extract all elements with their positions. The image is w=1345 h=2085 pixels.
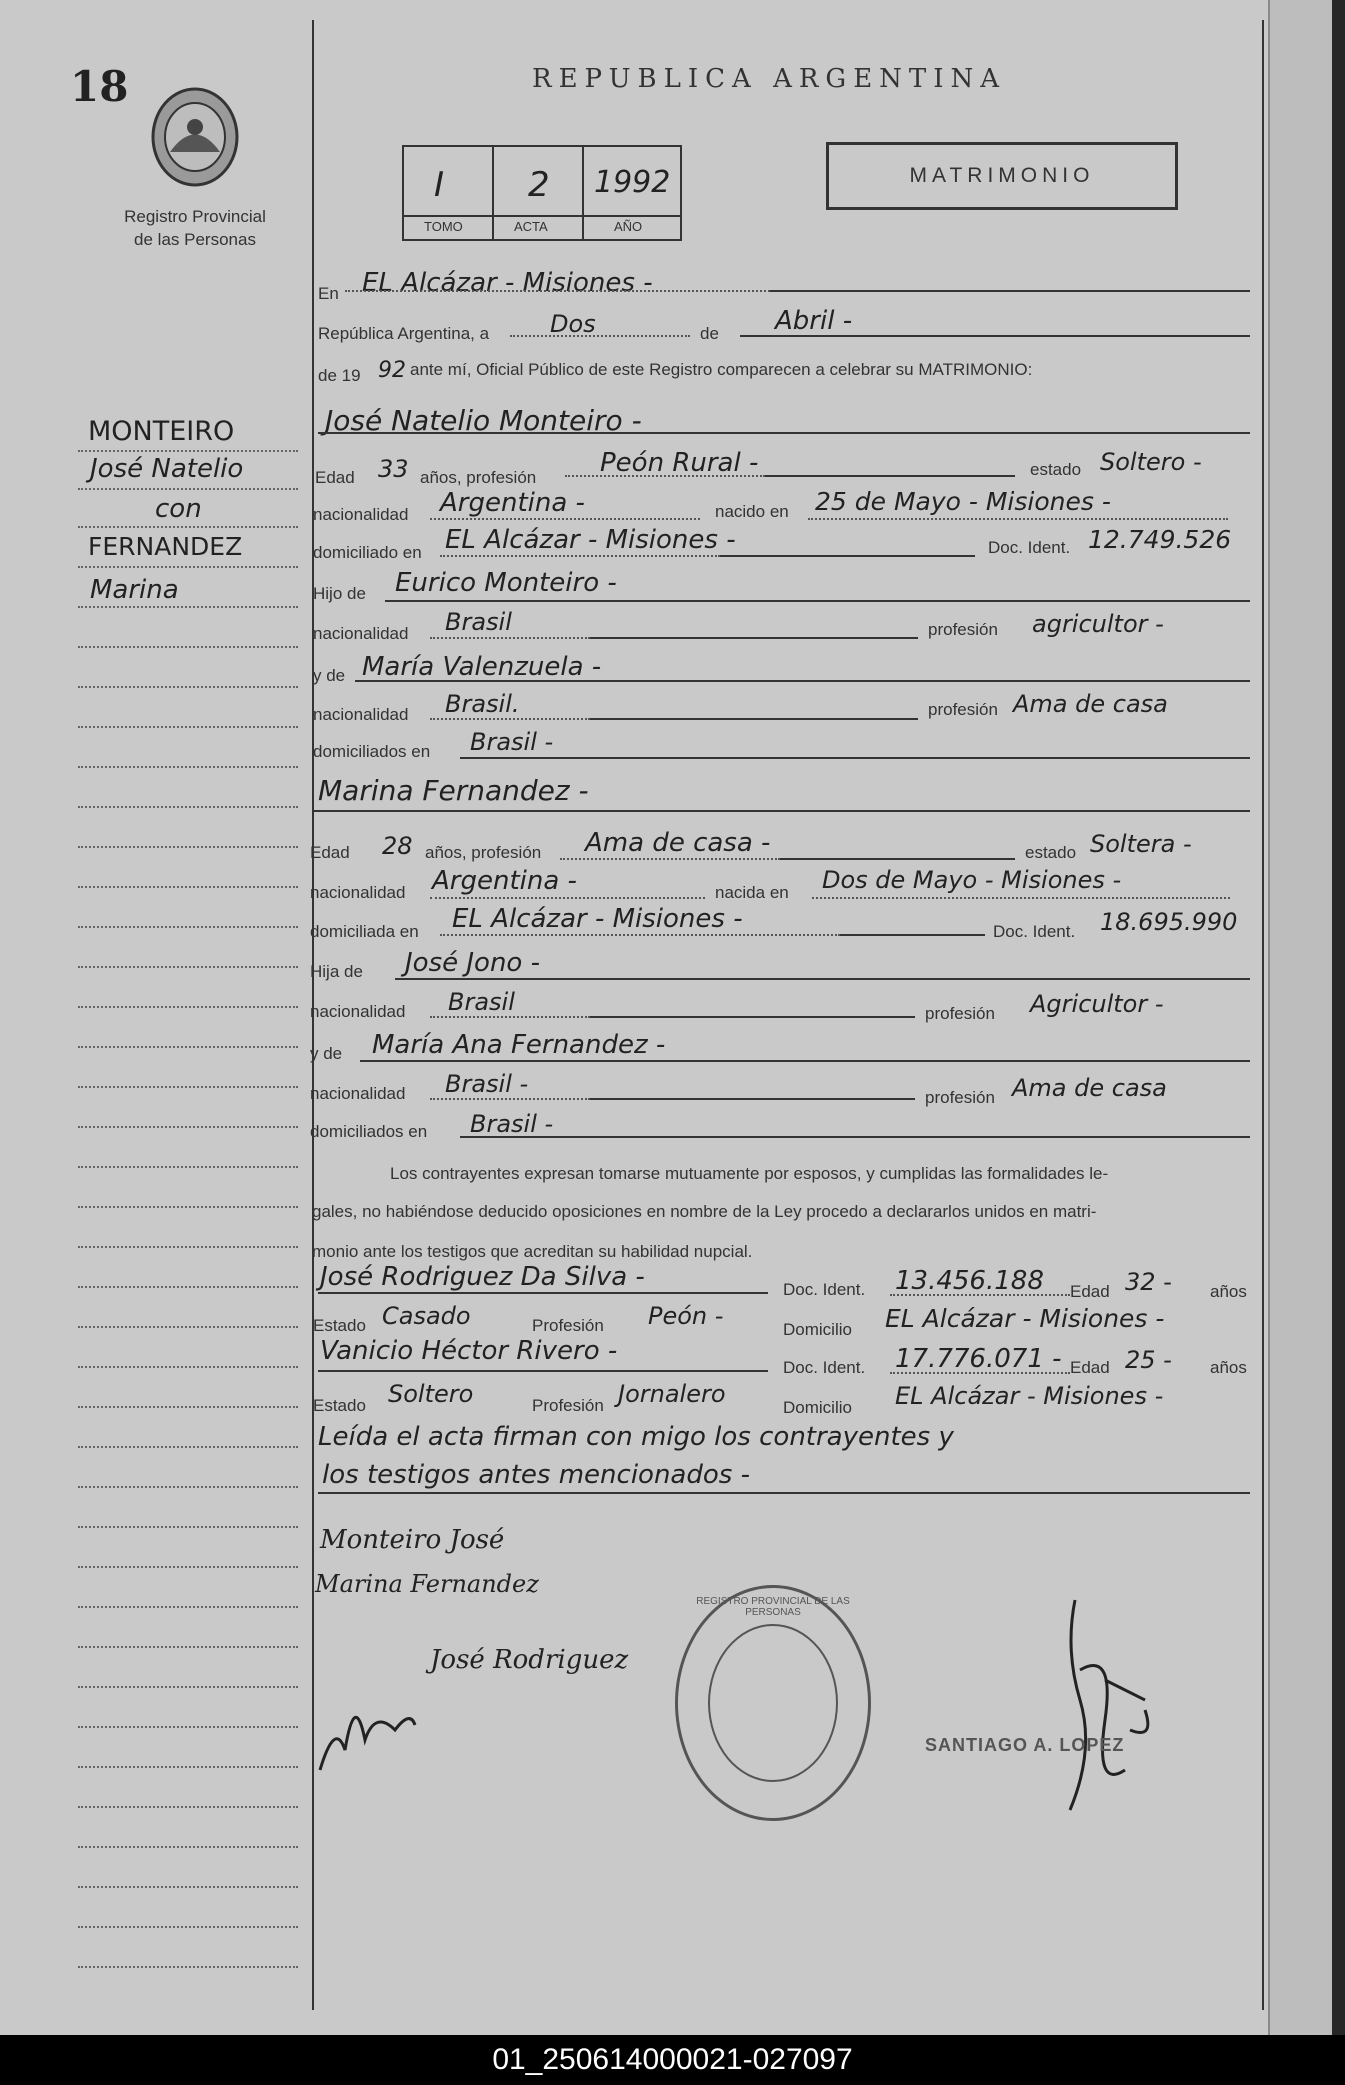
bride-mother: María Ana Fernandez -	[372, 1030, 666, 1060]
groom-edad-label: Edad	[315, 468, 355, 487]
witness1-estado: Casado	[382, 1302, 471, 1330]
closing-line-1: Leída el acta firman con migo los contrayentes y	[318, 1422, 954, 1452]
margin-note-5: Marina	[90, 575, 179, 605]
witness2-edad: 25 -	[1125, 1346, 1172, 1374]
witness2-anos-label: años	[1210, 1358, 1247, 1377]
ceremony-year: 92	[378, 358, 406, 383]
witness2-edad-label: Edad	[1070, 1358, 1110, 1377]
declaration-line-2: gales, no habiéndose deducido oposiciones en nombre de la Ley procedo a declararlos unidos en matri-	[312, 1202, 1097, 1221]
witness2-dom-label: Domicilio	[783, 1398, 852, 1417]
bride-edad: 28	[382, 832, 413, 860]
registry-stamp	[675, 1585, 871, 1821]
registry-name	[95, 205, 295, 251]
groom-dom-label: domiciliado en	[313, 543, 422, 562]
tomo-value: I	[434, 165, 445, 205]
bride-name: Marina Fernandez -	[318, 774, 589, 807]
bride-doc-label: Doc. Ident.	[993, 922, 1076, 941]
signature-groom: Monteiro José	[320, 1525, 505, 1555]
page-number: 18	[70, 62, 129, 111]
witness2-prof-label: Profesión	[532, 1396, 604, 1415]
bride-nacionalidad: Argentina -	[432, 866, 577, 896]
country-title: REPUBLICA ARGENTINA	[532, 64, 1007, 94]
groom-name: José Natelio Monteiro -	[325, 404, 642, 437]
groom-profesion: Peón Rural -	[600, 448, 759, 478]
ceremony-month: Abril -	[775, 306, 853, 336]
witness2-domicilio: EL Alcázar - Misiones -	[895, 1382, 1164, 1410]
groom-hijo-label: Hijo de	[313, 584, 366, 603]
bride-dom-label: domiciliada en	[310, 922, 419, 941]
bride-nac-label: nacionalidad	[310, 883, 406, 902]
witness2-estado: Soltero	[388, 1380, 474, 1408]
oficial-text: ante mí, Oficial Público de este Registro comparecen a celebrar su MATRIMONIO:	[410, 360, 1033, 379]
tomo-label: TOMO	[424, 219, 463, 234]
bride-doc: 18.695.990	[1100, 908, 1238, 936]
registry-line-1: Registro Provincial	[124, 207, 266, 226]
witness2-doc-label: Doc. Ident.	[783, 1358, 866, 1377]
groom-nacido-en: 25 de Mayo - Misiones -	[815, 487, 1111, 516]
groom-domiciliados-label: domiciliados en	[313, 742, 431, 761]
margin-note-3: con	[155, 494, 202, 524]
ano-value: 1992	[594, 165, 671, 200]
groom-mother-nac: Brasil.	[445, 690, 520, 718]
groom-mother-prof: Ama de casa	[1013, 690, 1168, 718]
witness2-name: Vanicio Héctor Rivero -	[320, 1336, 618, 1366]
official-name-stamp: SANTIAGO A. LOPEZ	[925, 1735, 1125, 1755]
en-label: En	[318, 284, 339, 303]
witness1-prof-label: Profesión	[532, 1316, 604, 1335]
bride-nacido-label: nacida en	[715, 883, 789, 902]
bride-profesion: Ama de casa -	[585, 828, 771, 858]
groom-doc-label: Doc. Ident.	[988, 538, 1071, 557]
witness1-doc: 13.456.188	[895, 1266, 1044, 1296]
witness2-doc: 17.776.071 -	[895, 1344, 1062, 1374]
groom-mother: María Valenzuela -	[362, 652, 602, 682]
margin-note-4: FERNANDEZ	[88, 532, 243, 561]
acta-value: 2	[528, 165, 550, 205]
groom-father: Eurico Monteiro -	[395, 568, 617, 598]
act-type-box	[826, 142, 1178, 210]
bride-parents-dom: Brasil -	[470, 1110, 554, 1138]
witness1-edad-label: Edad	[1070, 1282, 1110, 1301]
groom-father-nac-label: nacionalidad	[313, 624, 409, 643]
groom-domicilio: EL Alcázar - Misiones -	[445, 525, 736, 555]
bride-mother-prof: Ama de casa	[1012, 1074, 1167, 1102]
bride-father: José Jono -	[405, 948, 540, 978]
witness1-anos-label: años	[1210, 1282, 1247, 1301]
witness1-name: José Rodriguez Da Silva -	[320, 1262, 645, 1292]
groom-doc: 12.749.526	[1088, 525, 1232, 554]
witness1-estado-label: Estado	[313, 1316, 366, 1335]
groom-nac-label: nacionalidad	[313, 505, 409, 524]
groom-mother-prof-label: profesión	[928, 700, 998, 719]
ceremony-place: EL Alcázar - Misiones -	[362, 268, 653, 298]
stamp-text: REGISTRO PROVINCIAL DE LAS PERSONAS	[696, 1596, 850, 1618]
act-type: MATRIMONIO	[909, 164, 1095, 187]
bride-domiciliados-label: domiciliados en	[310, 1122, 428, 1141]
right-border	[1262, 20, 1264, 2010]
record-box	[402, 145, 682, 241]
ceremony-day: Dos	[550, 310, 596, 338]
margin-note-1: MONTEIRO	[88, 416, 235, 447]
groom-father-prof: agricultor -	[1032, 610, 1164, 638]
groom-nacido-label: nacido en	[715, 502, 789, 521]
de-label: de	[700, 324, 719, 343]
bride-edad-label: Edad	[310, 843, 350, 862]
bride-mother-nac-label: nacionalidad	[310, 1084, 406, 1103]
groom-nacionalidad: Argentina -	[440, 488, 585, 518]
bride-estado: Soltera -	[1090, 830, 1192, 858]
declaration-line-1: Los contrayentes expresan tomarse mutuamente por esposos, y cumplidas las formalidades le-	[390, 1164, 1109, 1183]
groom-father-prof-label: profesión	[928, 620, 998, 639]
bride-mother-prof-label: profesión	[925, 1088, 995, 1107]
bride-father-prof: Agricultor -	[1030, 990, 1164, 1018]
witness1-profesion: Peón -	[648, 1302, 724, 1330]
bride-anos-profesion-label: años, profesión	[425, 843, 542, 862]
witness1-edad: 32 -	[1125, 1268, 1172, 1296]
bride-hijo-label: Hija de	[310, 962, 363, 981]
bride-father-nac: Brasil	[448, 988, 515, 1016]
image-identifier: 01_250614000021-027097	[0, 2035, 1345, 2085]
ano-label: AÑO	[614, 219, 643, 234]
groom-mother-nac-label: nacionalidad	[313, 705, 409, 724]
bride-domicilio: EL Alcázar - Misiones -	[452, 904, 743, 934]
page-edge	[1268, 0, 1332, 2035]
witness1-domicilio: EL Alcázar - Misiones -	[885, 1304, 1165, 1333]
official-signature	[1035, 1590, 1175, 1830]
groom-estado-label: estado	[1030, 460, 1082, 479]
groom-father-nac: Brasil	[445, 608, 512, 636]
bride-father-nac-label: nacionalidad	[310, 1002, 406, 1021]
bride-nacido-en: Dos de Mayo - Misiones -	[822, 866, 1122, 894]
witness2-profesion: Jornalero	[618, 1380, 726, 1408]
bride-estado-label: estado	[1025, 843, 1077, 862]
groom-anos-profesion-label: años, profesión	[420, 468, 537, 487]
provincial-emblem	[145, 82, 245, 192]
groom-parents-dom: Brasil -	[470, 728, 554, 756]
witness1-dom-label: Domicilio	[783, 1320, 852, 1339]
registry-line-2: de las Personas	[134, 230, 256, 249]
closing-line-2: los testigos antes mencionados -	[322, 1460, 750, 1490]
signature-scribble	[315, 1680, 425, 1780]
witness1-doc-label: Doc. Ident.	[783, 1280, 866, 1299]
bride-yde-label: y de	[310, 1044, 343, 1063]
margin-note-2: José Natelio	[90, 454, 244, 484]
republica-label: República Argentina, a	[318, 324, 490, 343]
groom-edad: 33	[378, 455, 409, 483]
signature-bride: Marina Fernandez	[315, 1570, 539, 1598]
bride-mother-nac: Brasil -	[445, 1070, 529, 1098]
declaration-line-3: monio ante los testigos que acreditan su habilidad nupcial.	[312, 1242, 753, 1261]
acta-label: ACTA	[514, 219, 548, 234]
year-prefix: de 19	[318, 366, 361, 385]
witness2-estado-label: Estado	[313, 1396, 366, 1415]
bride-father-prof-label: profesión	[925, 1004, 995, 1023]
groom-estado: Soltero -	[1100, 448, 1202, 476]
signature-witness: José Rodriguez	[430, 1645, 629, 1675]
groom-yde-label: y de	[313, 666, 346, 685]
